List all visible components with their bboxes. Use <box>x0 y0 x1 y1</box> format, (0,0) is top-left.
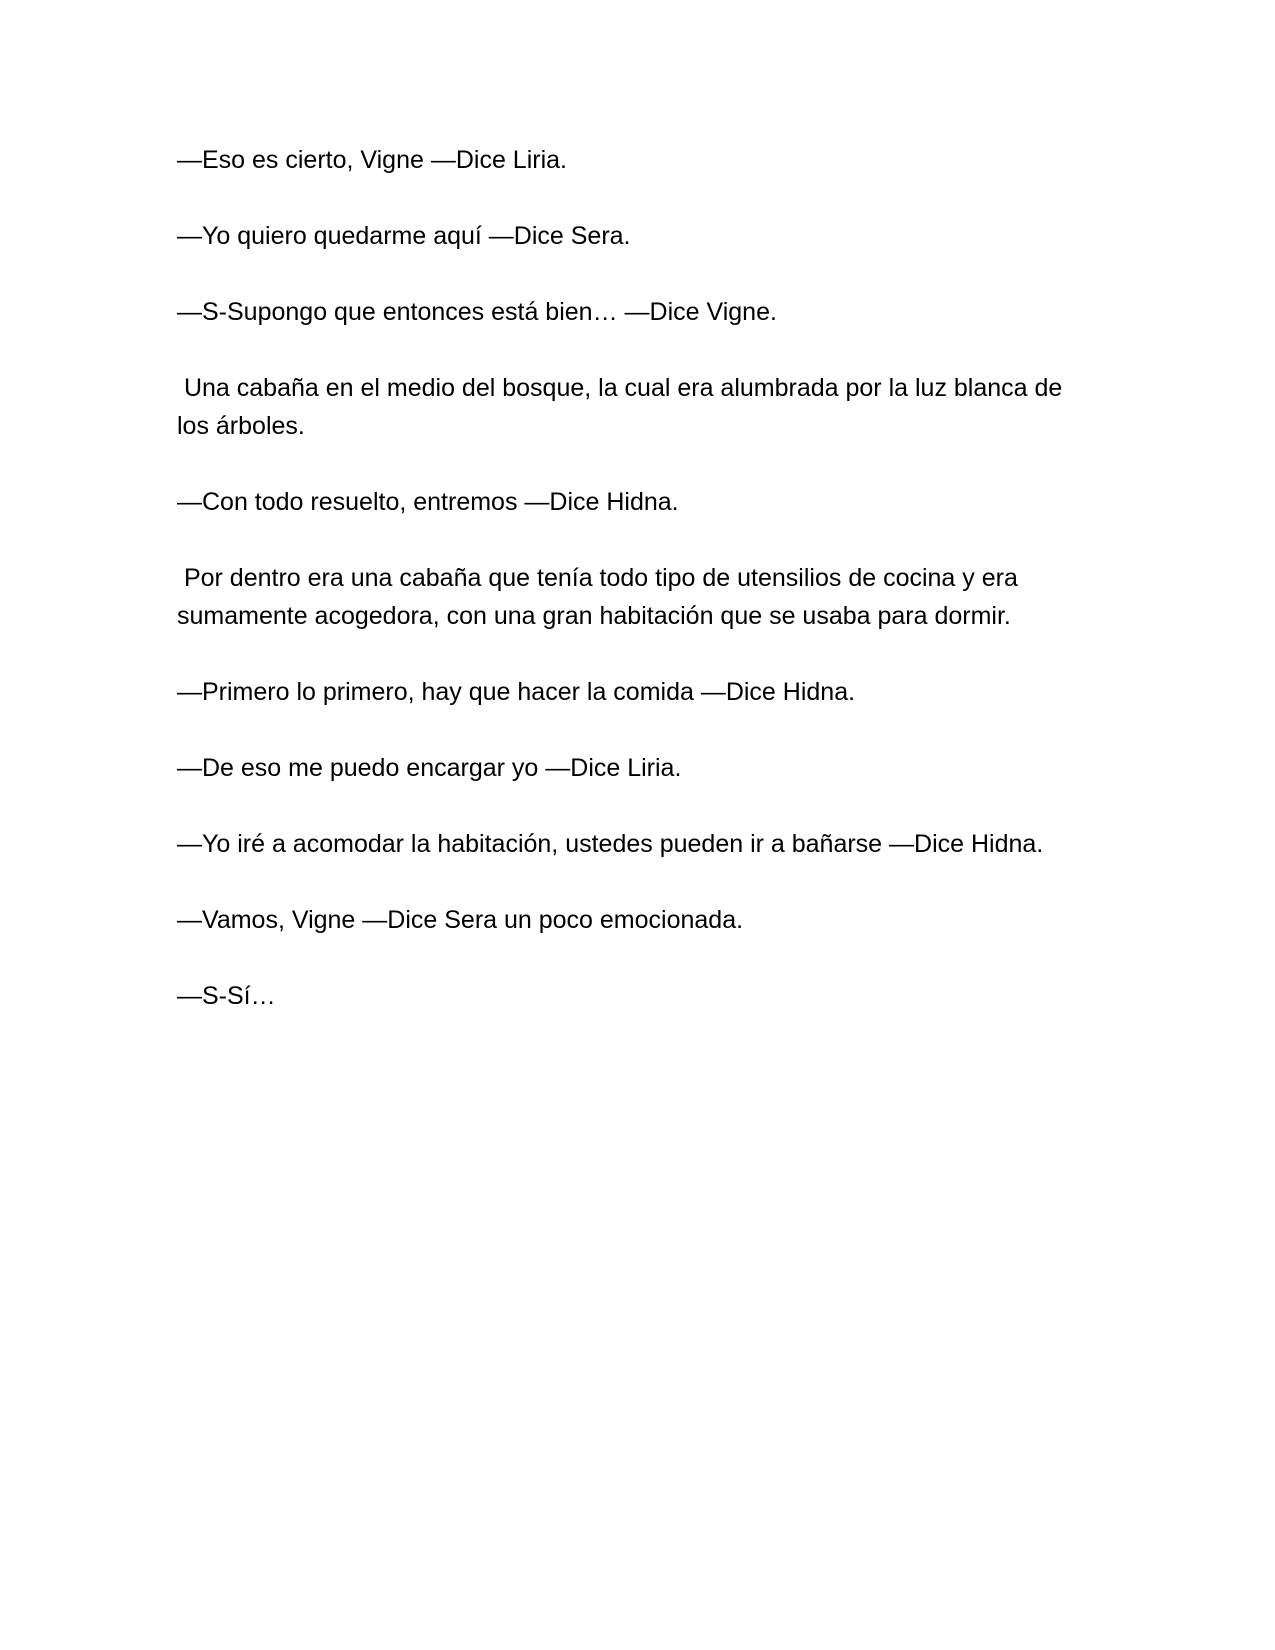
document-body <box>177 141 1097 1053</box>
paragraph: —Yo quiero quedarme aquí —Dice Sera. <box>177 222 631 250</box>
paragraph: —De eso me puedo encargar yo —Dice Liria. <box>177 754 682 782</box>
paragraph: Por dentro era una cabaña que tenía todo tipo de utensilios de cocina y era sumamente acogedora, con una gran habitación que se usaba para dormir. <box>177 564 1025 630</box>
paragraph: —Yo iré a acomodar la habitación, ustedes pueden ir a bañarse —Dice Hidna. <box>177 830 1044 858</box>
paragraph: Una cabaña en el medio del bosque, la cual era alumbrada por la luz blanca de los árboles. <box>177 374 1070 440</box>
paragraph: —S-Sí… <box>177 982 276 1010</box>
paragraph: —Eso es cierto, Vigne —Dice Liria. <box>177 146 567 174</box>
paragraph: —Con todo resuelto, entremos —Dice Hidna. <box>177 488 679 516</box>
paragraph: —Vamos, Vigne —Dice Sera un poco emocionada. <box>177 906 744 934</box>
paragraph: —S-Supongo que entonces está bien… —Dice Vigne. <box>177 298 777 326</box>
paragraph: —Primero lo primero, hay que hacer la comida —Dice Hidna. <box>177 678 856 706</box>
